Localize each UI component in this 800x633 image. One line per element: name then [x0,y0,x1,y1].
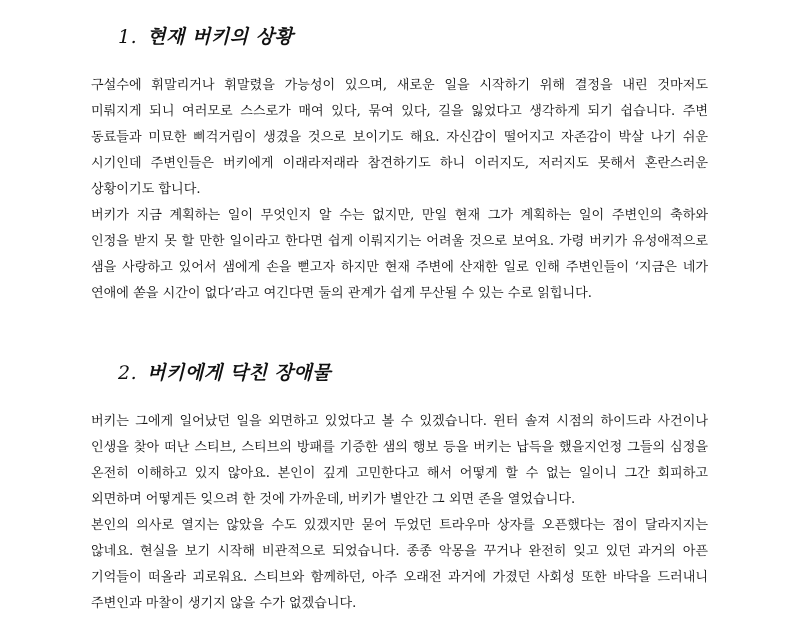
section-1-number: 1. [118,26,138,48]
text-line: 동료들과 미묘한 삐걱거림이 생겼을 것으로 보이기도 해요. 자신감이 떨어지고 자존감이 박살 나기 쉬운 [91,130,708,145]
text-line: 외면하며 어떻게든 잊으려 한 것에 가까운데, 버키가 별안간 그 외면 존을 열었습니다. [91,492,576,507]
section-2-title: 버키에게 닥친 장애물 [147,362,332,384]
section-1-title: 현재 버키의 상황 [147,26,294,48]
section-2-paragraph-2 [91,513,708,617]
text-line: 시기인데 주변인들은 버키에게 이래라저래라 참견하기도 하니 이러지도, 저러지도 못해서 혼란스러운 [91,156,708,171]
section-2-heading [118,358,331,385]
text-line: 인정을 받지 못 할 만한 일이라고 한다면 쉽게 이뤄지기는 어려울 것으로 보여요. 가령 버키가 유성애적으로 [91,234,708,249]
section-1-paragraph-2 [91,203,708,307]
section-1-heading [118,22,293,49]
text-line: 본인의 의사로 열지는 않았을 수도 있겠지만 묻어 두었던 트라우마 상자를 오픈했다는 점이 달라지지는 [91,518,708,533]
section-2-number: 2. [118,362,138,384]
text-line: 버키가 지금 계획하는 일이 무엇인지 알 수는 없지만, 만일 현재 그가 계획하는 일이 주변인의 축하와 [91,208,708,223]
text-line: 기억들이 떠올라 괴로워요. 스티브와 함께하던, 아주 오래전 과거에 가졌던 사회성 또한 바닥을 드러내니 [91,570,708,585]
text-line: 버키는 그에게 일어났던 일을 외면하고 있었다고 볼 수 있겠습니다. 윈터 솔져 시점의 하이드라 사건이나 [91,414,708,429]
section-1-paragraph-1 [91,73,708,203]
section-2-paragraph-1 [91,409,708,513]
text-line: 않네요. 현실을 보기 시작해 비관적으로 되었습니다. 종종 악몽을 꾸거나 완전히 잊고 있던 과거의 아픈 [91,544,708,559]
text-line: 연애에 쏟을 시간이 없다’라고 여긴다면 둘의 관계가 쉽게 무산될 수 있는 수로 읽힙니다. [91,286,592,301]
text-line: 주변인과 마찰이 생기지 않을 수가 없겠습니다. [91,596,357,611]
text-line: 인생을 찾아 떠난 스티브, 스티브의 방패를 기증한 샘의 행보 등을 버키는 납득을 했을지언정 그들의 심정을 [91,440,708,455]
text-line: 구설수에 휘말리거나 휘말렸을 가능성이 있으며, 새로운 일을 시작하기 위해 결정을 내린 것마저도 [91,78,708,93]
text-line: 상황이기도 합니다. [91,182,201,197]
text-line: 온전히 이해하고 있지 않아요. 본인이 깊게 고민한다고 해서 어떻게 할 수 없는 일이니 그간 회피하고 [91,466,708,481]
text-line: 미뤄지게 되니 여러모로 스스로가 매여 있다, 묶여 있다, 길을 잃었다고 생각하게 되기 쉽습니다. 주변 [91,104,708,119]
text-line: 샘을 사랑하고 있어서 샘에게 손을 뻗고자 하지만 현재 주변에 산재한 일로 인해 주변인들이 ‘지금은 네가 [91,260,708,275]
